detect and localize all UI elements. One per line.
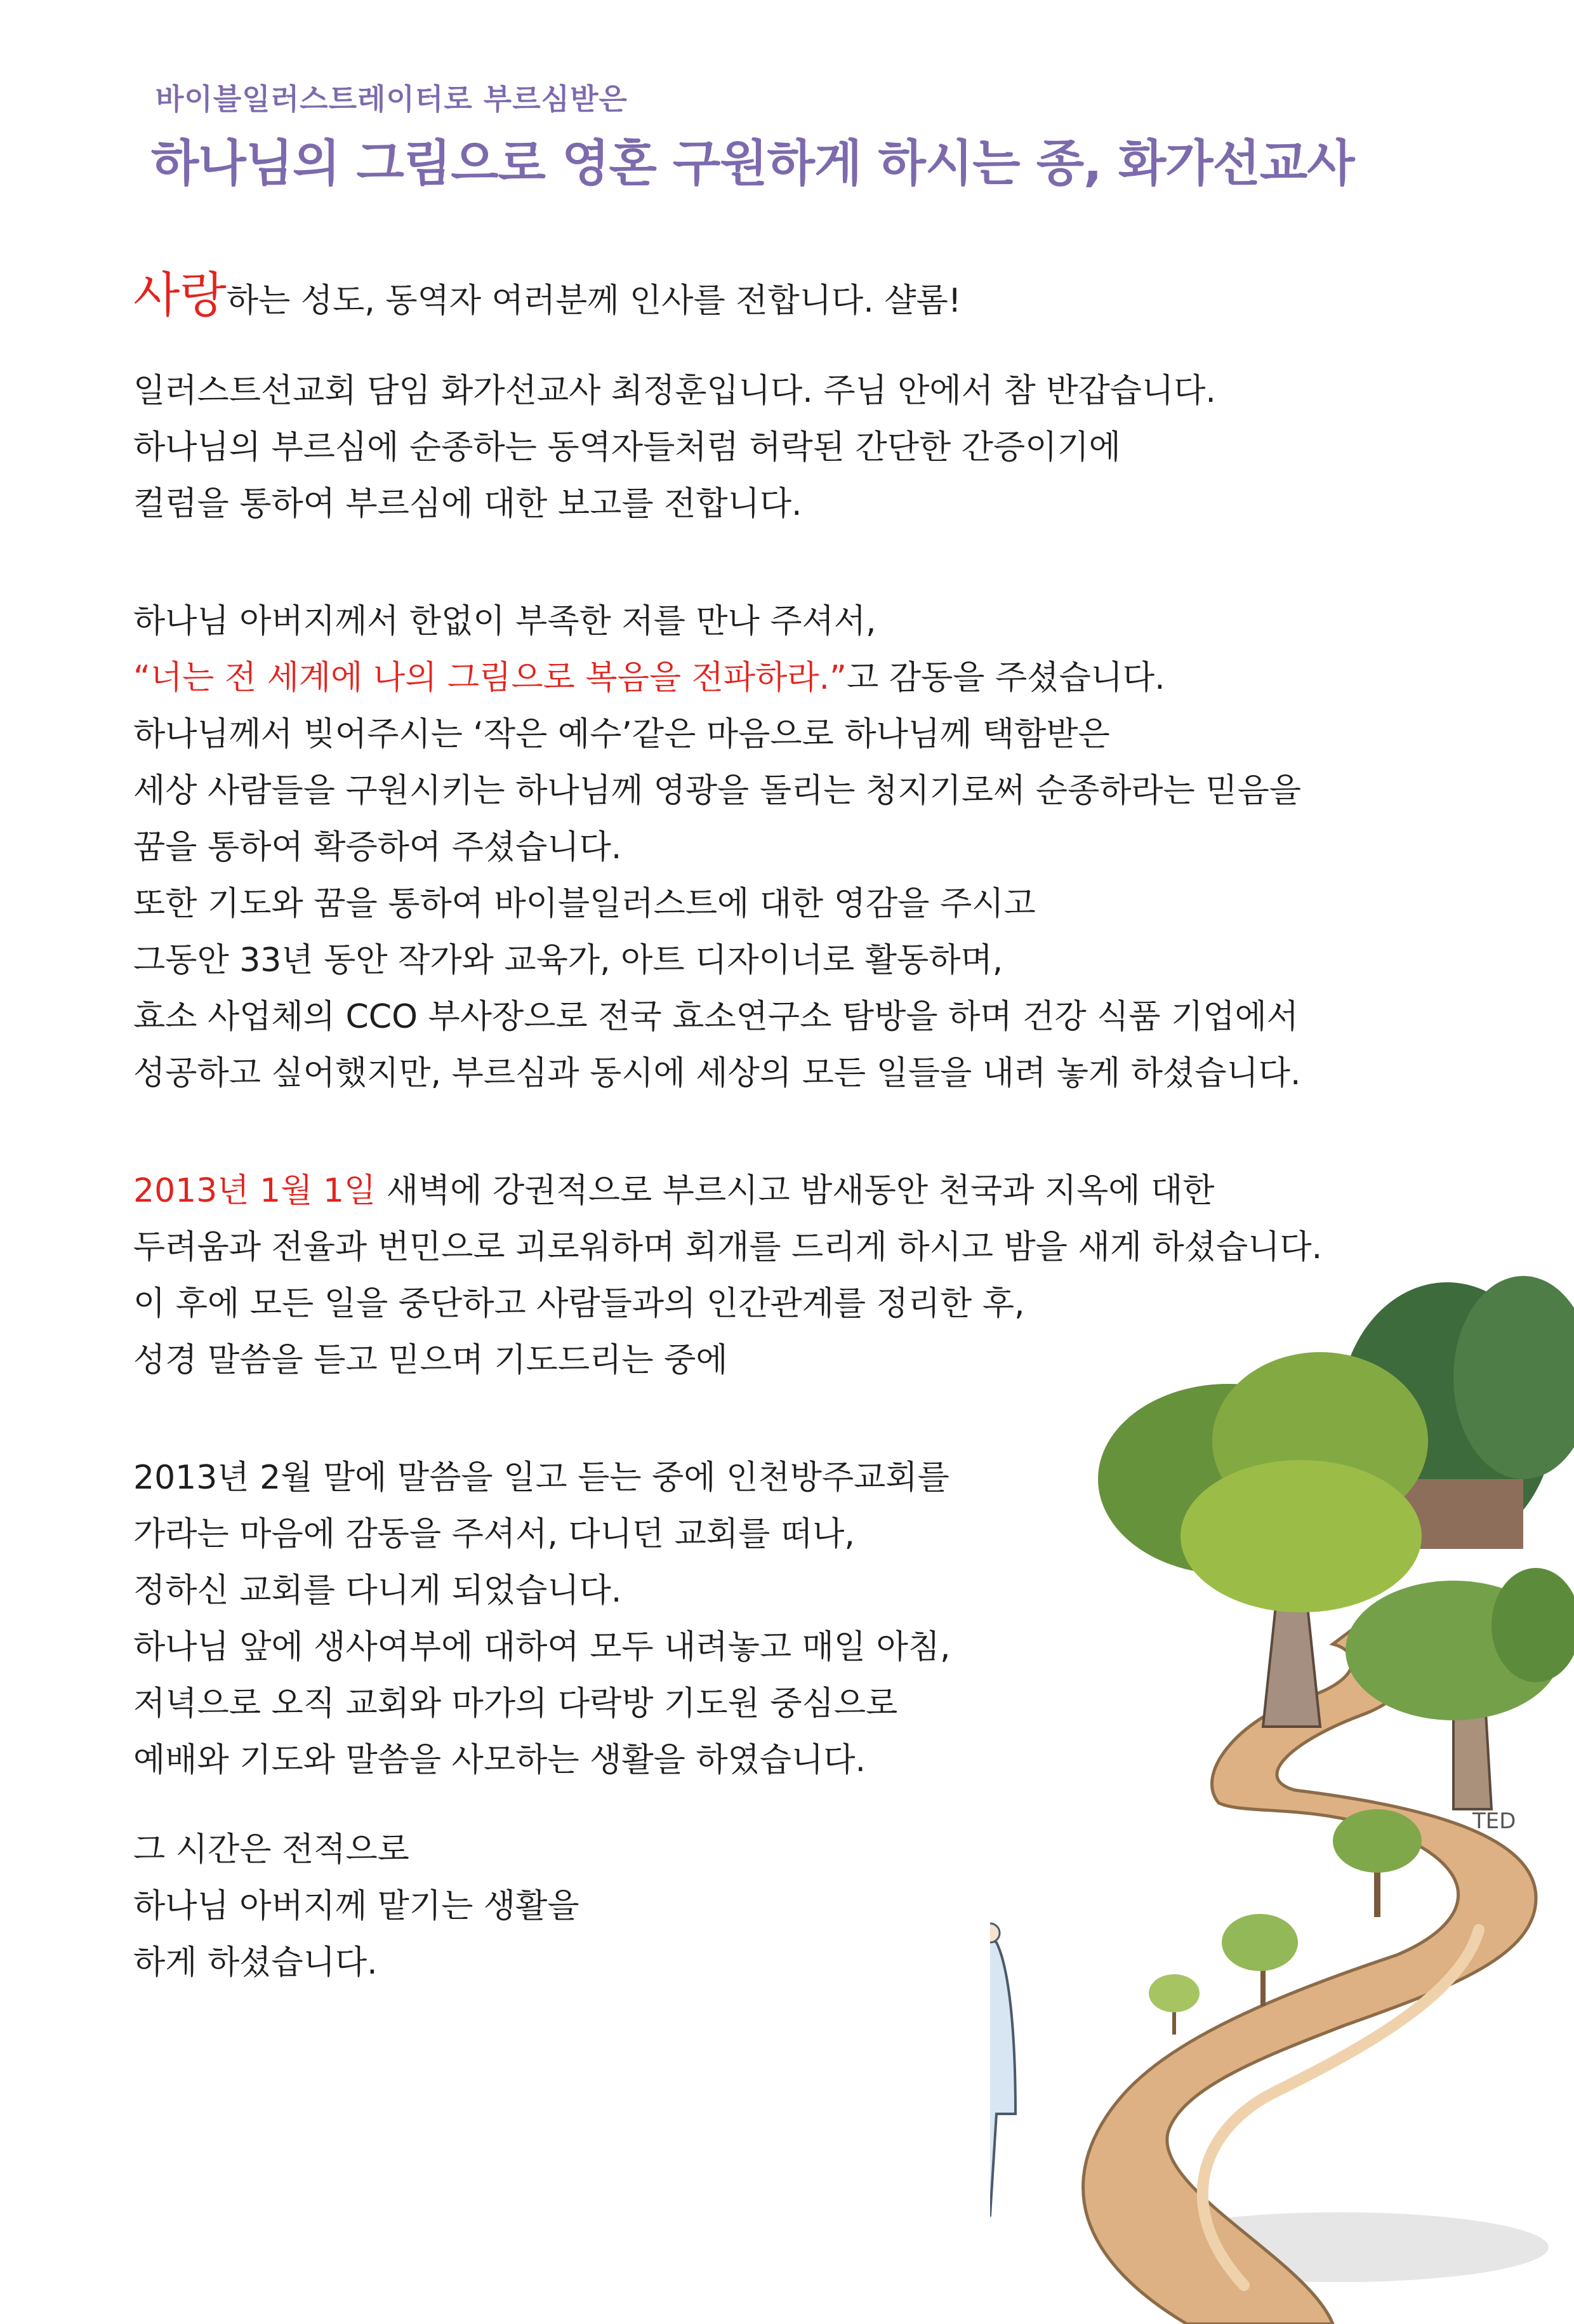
closing-line: 그 시간은 전적으로 xyxy=(133,1831,409,1869)
calling-line: 그동안 33년 동안 작가와 교육가, 아트 디자이너로 활동하며, xyxy=(133,941,1003,979)
greeting-text: 하는 성도, 동역자 여러분께 인사를 전합니다. 샬롬! xyxy=(226,282,962,320)
calling-line: 하나님께서 빚어주시는 ‘작은 예수’같은 마음으로 하나님께 택함받은 xyxy=(133,715,1110,754)
calling-line: 꿈을 통하여 확증하여 주셨습니다. xyxy=(133,828,622,867)
date-highlight: 2013년 1월 1일 xyxy=(133,1172,376,1210)
calling-quote: “너는 전 세계에 나의 그림으로 복음을 전파하라.” xyxy=(133,659,847,697)
dawn-line: 성경 말씀을 듣고 믿으며 기도드리는 중에 xyxy=(133,1341,728,1379)
intro-line: 하나님의 부르심에 순종하는 동역자들처럼 허락된 간단한 간증이기에 xyxy=(133,428,1121,467)
small-tree xyxy=(1149,1974,1200,2012)
calling-line: 성공하고 싶어했지만, 부르심과 동시에 세상의 모든 일들을 내려 놓게 하셨습니다. xyxy=(133,1054,1301,1092)
greeting-highlight: 사랑 xyxy=(133,267,227,323)
feb-line: 하나님 앞에 생사여부에 대하여 모두 내려놓고 매일 아침, xyxy=(133,1628,951,1666)
tree-canopy xyxy=(1180,1460,1422,1612)
tree-trunk xyxy=(1263,1606,1320,1727)
dawn-line: 이 후에 모든 일을 중단하고 사람들과의 인간관계를 정리한 후, xyxy=(133,1285,1025,1323)
intro-line: 컬럼을 통하여 부르심에 대한 보고를 전합니다. xyxy=(133,485,802,523)
figure-head xyxy=(990,1923,1000,1942)
calling-line: 하나님 아버지께서 한없이 부족한 저를 만나 주셔서, xyxy=(133,602,876,641)
intro-line: 일러스트선교회 담임 화가선교사 최정훈입니다. 주님 안에서 참 반갑습니다. xyxy=(133,372,1216,410)
artist-signature: TED xyxy=(1472,1809,1516,1834)
dawn-line xyxy=(133,1163,1530,1219)
feb-line: 정하신 교회를 다니게 되었습니다. xyxy=(133,1572,622,1610)
feb-line: 가라는 마음에 감동을 주셔서, 다니던 교회를 떠나, xyxy=(133,1515,855,1553)
calling-line: 효소 사업체의 CCO 부사장으로 전국 효소연구소 탐방을 하며 건강 식품 기업에서 xyxy=(133,998,1299,1036)
calling-quote-after: 고 감동을 주셨습니다. xyxy=(847,659,1165,697)
feb-line: 예배와 기도와 말씀을 사모하는 생활을 하였습니다. xyxy=(133,1741,866,1779)
small-tree xyxy=(1333,1809,1422,1873)
closing-line: 하게 하셨습니다. xyxy=(133,1944,378,1982)
greeting xyxy=(133,260,1530,330)
feb-line: 저녁으로 오직 교회와 마가의 다락방 기도원 중심으로 xyxy=(133,1685,898,1723)
feb-line: 2013년 2월 말에 말씀을 일고 듣는 중에 인천방주교회를 xyxy=(133,1459,949,1497)
closing-line: 하나님 아버지께 맡기는 생활을 xyxy=(133,1887,579,1925)
page-title: 하나님의 그림으로 영혼 구원하게 하시는 종, 화가선교사 xyxy=(151,135,1354,192)
calling-line: 세상 사람들을 구원시키는 하나님께 영광을 돌리는 청지기로써 순종하라는 믿음을 xyxy=(133,772,1302,810)
dawn-text: 새벽에 강권적으로 부르시고 밤새동안 천국과 지옥에 대한 xyxy=(376,1172,1215,1210)
small-tree xyxy=(1222,1914,1298,1971)
subtitle: 바이블일러스트레이터로 부르심받은 xyxy=(155,82,628,116)
calling-line: 또한 기도와 꿈을 통하여 바이블일러스트에 대한 영감을 주시고 xyxy=(133,885,1036,923)
dawn-line: 두려움과 전율과 번민으로 괴로워하며 회개를 드리게 하시고 밤을 새게 하셨습니다. xyxy=(133,1228,1323,1266)
walking-figure xyxy=(990,1936,1015,2215)
calling-quote-line xyxy=(133,650,1530,707)
forest-path-illustration xyxy=(990,1276,1574,2324)
